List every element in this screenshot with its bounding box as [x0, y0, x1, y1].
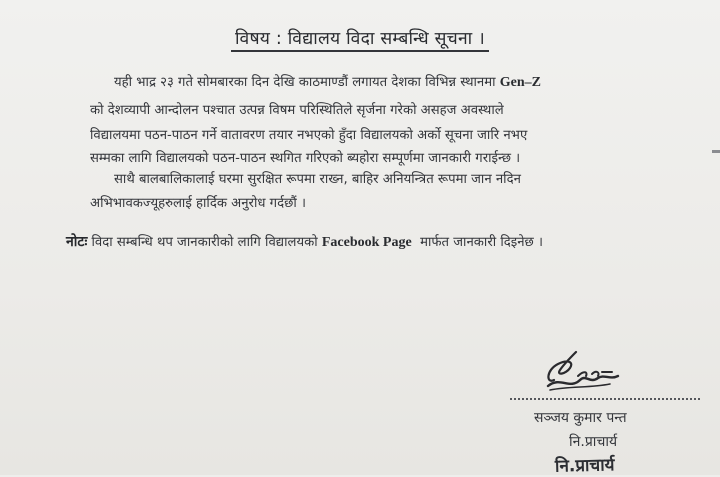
paragraph1-line2: को देशव्यापी आन्दोलन पश्चात उत्पन्न विषम परिस्थितिले सृर्जना गरेको असहज अवस्थाले [90, 103, 504, 118]
paragraph2-line1: साथै बालबालिकालाई घरमा सुरक्षित रूपमा राख्न, बाहिर अनियन्त्रित रूपमा जान नदिन [114, 172, 521, 187]
gen-z-term: Gen–Z [499, 75, 541, 90]
signature-line [510, 398, 700, 400]
signatory-title: नि.प्राचार्य [569, 434, 618, 450]
signatory-name: सञ्जय कुमार पन्त [534, 410, 627, 426]
subject-text: विषय : विद्यालय विदा सम्बन्धि सूचना । [231, 29, 489, 52]
note-label: नोटः [66, 234, 88, 250]
edge-mark [712, 150, 720, 153]
note-text: विदा सम्बन्धि थप जानकारीको लागि विद्यालयको [91, 235, 318, 250]
note-text-end: मार्फत जानकारी दिइनेछ । [420, 235, 543, 250]
p1-line1-text: यही भाद्र २३ गते सोमबारका दिन देखि काठमाण्डौं लगायत देशका विभिन्न स्थानमा [114, 75, 496, 90]
subject-heading [0, 26, 720, 50]
facebook-page-term: Facebook Page [321, 235, 412, 250]
signature-icon [540, 350, 630, 398]
paragraph2-line2: अभिभावकज्यूहरुलाई हार्दिक अनुरोध गर्दछौं । [90, 196, 306, 211]
paragraph1-line1 [114, 72, 541, 91]
paragraph1-line3: विद्यालयमा पठन-पाठन गर्ने वातावरण तयार नभएको हुँदा विद्यालयको अर्को सूचना जारि नभए [90, 128, 528, 143]
paragraph1-line4: सम्मका लागि विद्यालयको पठन-पाठन स्थगित गरिएको ब्यहोरा सम्पूर्णमा जानकारी गराईन्छ । [90, 151, 521, 166]
note-line [66, 232, 543, 251]
principal-stamp: नि.प्राचार्य [554, 455, 615, 477]
